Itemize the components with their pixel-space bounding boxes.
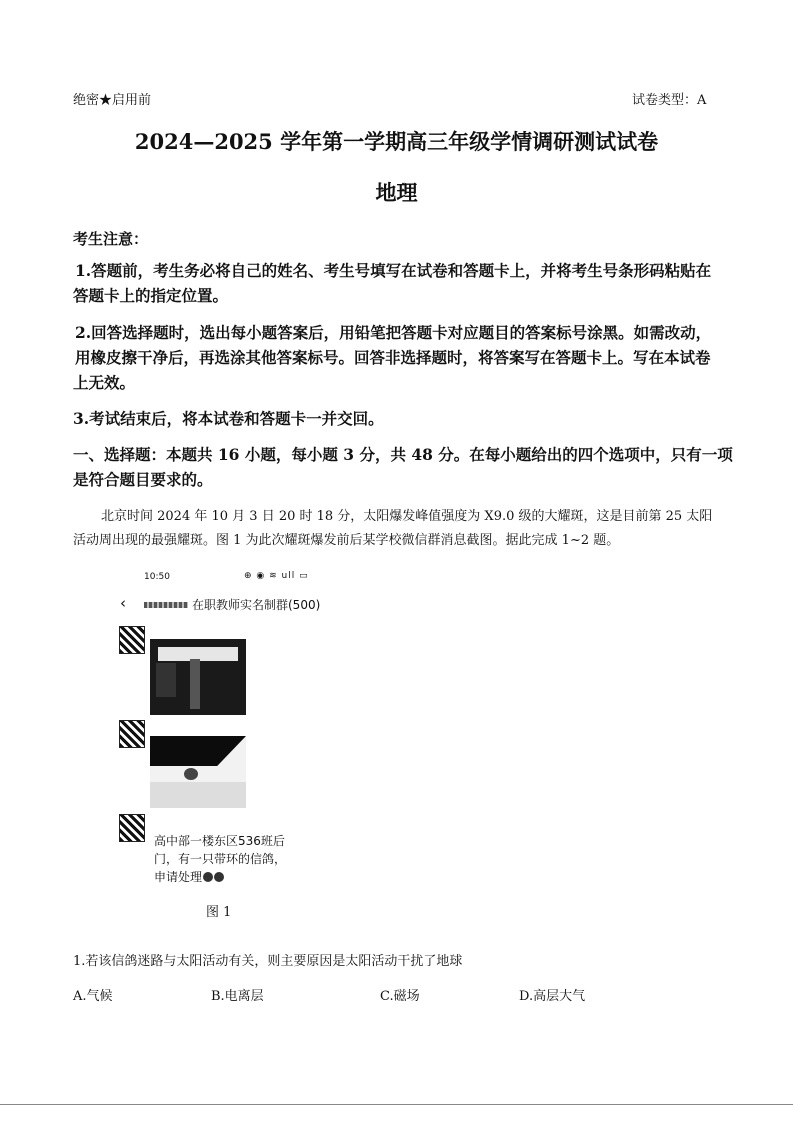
message-line: 申请处理: [154, 870, 203, 884]
page-bottom-rule: [0, 1104, 793, 1105]
section-line: 是符合题目要求的。: [73, 470, 213, 489]
intro-line: 北京时间 2024 年 10 月 3 日 20 时 18 分，太阳爆发峰值强度为 X9.0 级的大耀斑，这是目前第 25 太阳: [101, 509, 713, 524]
avatar: [119, 720, 145, 748]
notice-item-1: [75, 258, 735, 308]
chat-title-bar: [116, 594, 326, 616]
confidential-label: 绝密★启用前: [73, 93, 152, 108]
wechat-screenshot-figure: [116, 566, 326, 896]
avatar: [119, 814, 145, 842]
status-time: 10:50: [144, 572, 170, 582]
subject-title: 地理: [375, 180, 418, 205]
chat-photo-2: [150, 736, 246, 808]
emoji-icon: [203, 872, 213, 882]
figure-caption: 图 1: [206, 905, 232, 920]
exam-title: 2024—2025 学年第一学期高三年级学情调研测试试卷: [134, 129, 659, 154]
emoji-icon: [214, 872, 224, 882]
notice-heading: 考生注意：: [73, 230, 149, 248]
chevron-left-icon: ‹: [120, 594, 126, 612]
intro-line: 活动周出现的最强耀斑。图 1 为此次耀斑爆发前后某学校微信群消息截图。据此完成 1~2 题。: [73, 533, 620, 548]
avatar: [119, 626, 145, 654]
pigeon: [184, 768, 198, 780]
notice-line: 上无效。: [73, 373, 136, 392]
notice-line: 用橡皮擦干净后，再选涂其他答案标号。回答非选择题时，将答案写在答题卡上。写在本试卷: [75, 348, 711, 367]
group-name: 在职教师实名制群(500): [192, 598, 321, 612]
option-a: A.气候: [73, 989, 113, 1004]
status-icons: ⊕ ◉ ≋ ull ▭: [244, 571, 309, 581]
chat-message: [154, 832, 286, 886]
section-heading: [73, 442, 738, 492]
section-line: 一、选择题：本题共 16 小题，每小题 3 分，共 48 分。在每小题给出的四个选项中，只有一项: [73, 445, 733, 464]
option-d: D.高层大气: [519, 989, 586, 1004]
notice-line: 答题卡上的指定位置。: [73, 286, 229, 305]
option-b: B.电离层: [211, 989, 264, 1004]
paper-type-label: 试卷类型：A: [632, 93, 707, 108]
chat-photo-1: [150, 639, 246, 715]
notice-line: 2.回答选择题时，选出每小题答案后，用铅笔把答题卡对应题目的答案标号涂黑。如需改动，: [75, 323, 712, 342]
question-1-stem: 1.若该信鸽迷路与太阳活动有关，则主要原因是太阳活动干扰了地球: [73, 954, 463, 969]
notice-item-3: 3.考试结束后，将本试卷和答题卡一并交回。: [73, 409, 384, 428]
redacted-school-name: [144, 602, 188, 608]
option-c: C.磁场: [380, 989, 420, 1004]
question-intro: [73, 505, 738, 553]
message-line: 高中部一楼东区536班后: [154, 834, 285, 848]
notice-item-2: [75, 320, 735, 395]
message-line: 门，有一只带环的信鸽，: [154, 852, 287, 866]
notice-line: 1.答题前，考生务必将自己的姓名、考生号填写在试卷和答题卡上，并将考生号条形码粘贴在: [75, 261, 712, 280]
